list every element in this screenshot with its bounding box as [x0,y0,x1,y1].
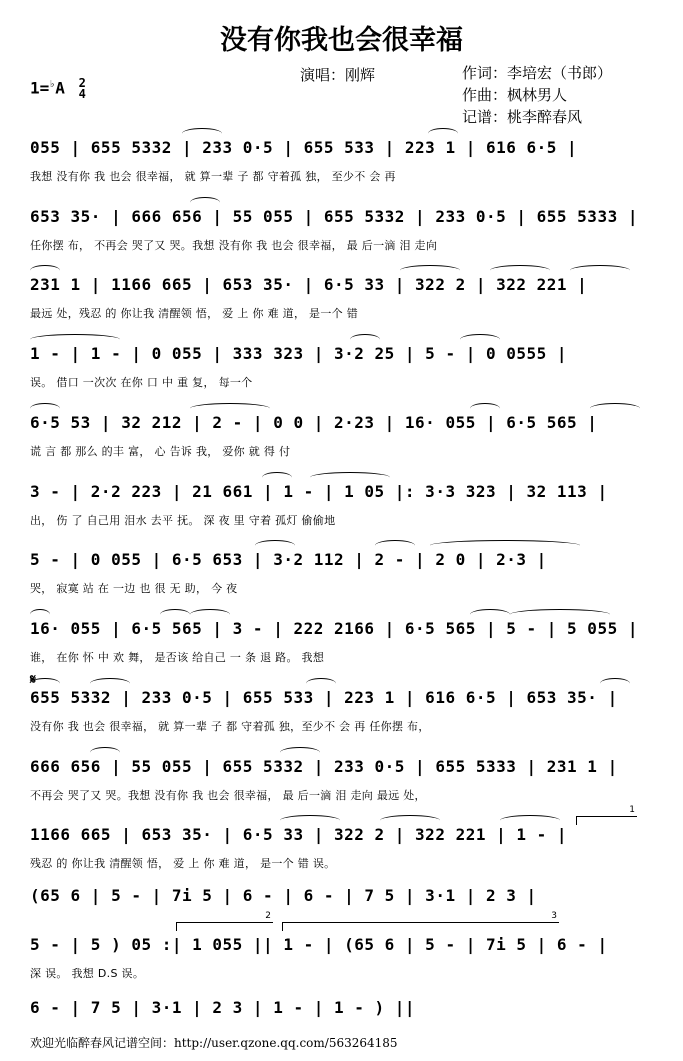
segno-sign: 𝄋 [30,672,37,688]
notes-line: 5 - | 0 055 | 6·5 653 | 3·2 112 | 2 - | 2 0 | 2·3 | [30,550,547,569]
notes-line: 653 35· | 666 656 | 55 055 | 655 5332 | 233 0·5 | 655 5333 | [30,207,638,226]
volta-bracket-2 [176,911,273,931]
singer-credit: 演唱：刚辉 [300,66,376,84]
notes-line: 6·5 53 | 32 212 | 2 - | 0 0 | 2·23 | 16· 055 | 6·5 565 | [30,413,598,432]
footer-credit: 欢迎光临醉春风记谱空间：http://user.qzone.qq.com/563264185 [30,1036,398,1050]
notes-line: 5 - | 5 ) 05 :| 1 055 || 1 - | (65 6 | 5 - | 7i 5 | 6 - | [30,935,608,954]
lyrics-line: 谁， 在你 怀 中 欢 舞， 是否该 给自己 一 条 退 路。 我想 [30,651,325,664]
lyricist-credit: 作词：李培宏（书郎） [462,64,613,82]
lyrics-line: 不再会 哭了又 哭。我想 没有你 我 也会 很幸福， 最 后一滴 泪 走向 最远 处， [30,789,426,802]
volta-number: 1 [629,805,635,815]
time-top: 2 [78,76,86,90]
lyrics-line: 谎 言 都 那么 的丰 富， 心 告诉 我， 爱你 就 得 付 [30,445,291,458]
volta-number: 2 [265,911,271,921]
notes-line: 1166 665 | 653 35· | 6·5 33 | 322 2 | 322 221 | 1 - | [30,825,568,844]
notes-line: 666 656 | 55 055 | 655 5332 | 233 0·5 | 655 5333 | 231 1 | [30,757,618,776]
notes-line: 16· 055 | 6·5 565 | 3 - | 222 2166 | 6·5 565 | 5 - | 5 055 | [30,619,638,638]
notes-line: 6 - | 7 5 | 3·1 | 2 3 | 1 - | 1 - ) || [30,998,416,1017]
lyrics-line: 我想 没有你 我 也会 很幸福， 就 算一辈 子 都 守着孤 独， 至少不 会 再 [30,170,396,183]
lyrics-line: 哭， 寂寞 站 在 一边 也 很 无 助， 今 夜 [30,582,238,595]
notes-line: 3 - | 2·2 223 | 21 661 | 1 - | 1 05 |: 3·3 323 | 32 113 | [30,482,608,501]
song-title: 没有你我也会很幸福 [220,25,463,56]
time-signature [79,78,86,100]
volta-bracket-1 [576,805,637,825]
key-note: A [55,78,65,98]
transcriber-credit: 记谱：桃李醉春风 [462,108,583,126]
lyrics-line: 残忍 的 你让我 清醒领 悟， 爱 上 你 难 道， 是一个 错 误。 [30,857,336,870]
composer-credit: 作曲：枫林男人 [462,86,568,104]
lyrics-line: 没有你 我 也会 很幸福， 就 算一辈 子 都 守着孤 独，至少不 会 再 任你摆 布， [30,720,430,733]
lyrics-line: 深 误。 我想 D.S 误。 [30,967,145,980]
notes-line: 655 5332 | 233 0·5 | 655 533 | 223 1 | 616 6·5 | 653 35· | [30,688,618,707]
notes-line: 231 1 | 1166 665 | 653 35· | 6·5 33 | 322 2 | 322 221 | [30,275,588,294]
volta-number: 3 [551,911,557,921]
notes-line: (65 6 | 5 - | 7i 5 | 6 - | 6 - | 7 5 | 3·1 | 2 3 | [30,886,537,905]
lyrics-line: 最远 处，残忍 的 你让我 清醒领 悟， 爱 上 你 难 道， 是一个 错 [30,307,359,320]
notes-line: 055 | 655 5332 | 233 0·5 | 655 533 | 223 1 | 616 6·5 | [30,138,578,157]
volta-bracket-3 [282,911,559,931]
lyrics-line: 误。 借口 一次次 在你 口 中 重 复， 每一个 [30,376,253,389]
flat-sign: ♭ [49,79,56,91]
key-signature [30,78,86,100]
lyrics-line: 任你摆 布， 不再会 哭了又 哭。我想 没有你 我 也会 很幸福， 最 后一滴 泪 走向 [30,239,438,252]
key-label: 1= [30,78,50,98]
notes-line: 1 - | 1 - | 0 055 | 333 323 | 3·2 25 | 5 - | 0 0555 | [30,344,568,363]
time-bottom: 4 [78,87,86,101]
lyrics-line: 出， 伤 了 自己用 泪水 去平 抚。 深 夜 里 守着 孤灯 偷偷地 [30,514,336,527]
